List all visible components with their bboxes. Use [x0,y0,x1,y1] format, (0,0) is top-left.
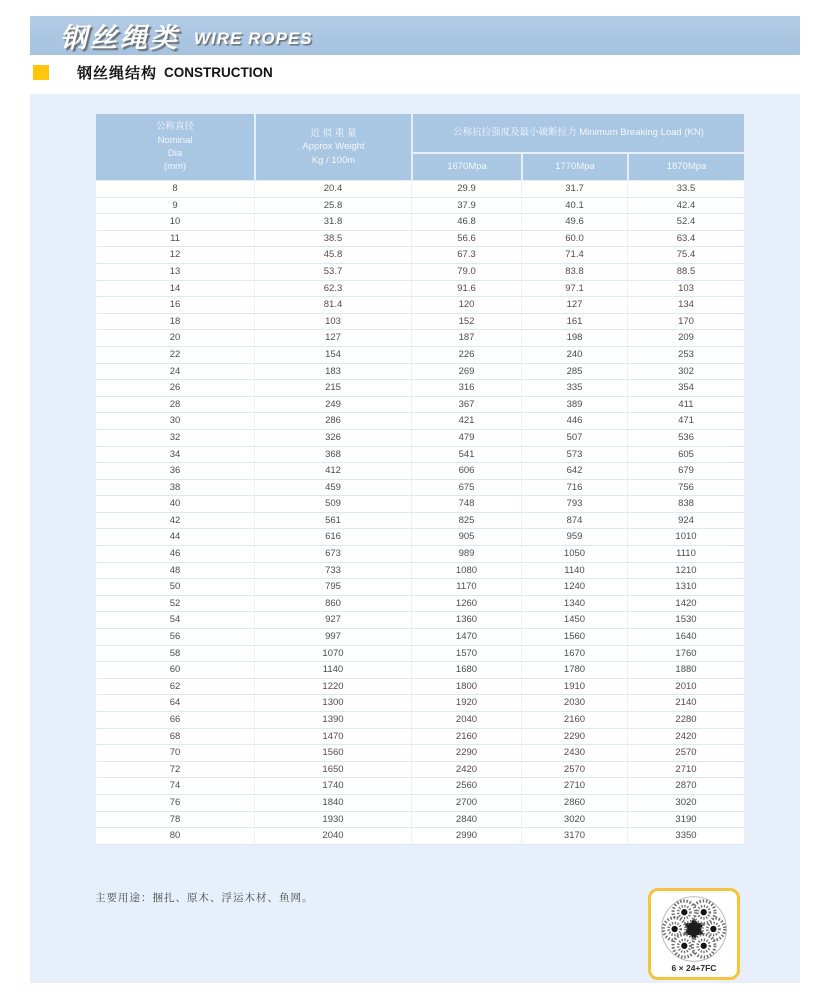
table-cell: 421 [412,413,522,430]
table-row [95,679,745,696]
section-title-en: CONSTRUCTION [164,65,273,80]
table-row [95,264,745,281]
table-cell: 673 [255,546,412,563]
table-cell: 20.4 [255,181,412,198]
table-cell: 795 [255,579,412,596]
table-cell: 12 [95,247,255,264]
table-cell: 1010 [628,529,745,546]
table-cell: 31.7 [522,181,628,198]
table-cell: 53.7 [255,264,412,281]
table-cell: 161 [522,314,628,331]
rope-construction-label: 6 × 24+7FC [671,963,717,973]
table-cell: 2700 [412,795,522,812]
table-cell: 2840 [412,812,522,829]
table-cell: 54 [95,612,255,629]
table-cell: 226 [412,347,522,364]
section-header [33,62,273,83]
table-cell: 62 [95,679,255,696]
table-row [95,579,745,596]
table-cell: 507 [522,430,628,447]
table-cell: 748 [412,496,522,513]
table-row [95,762,745,779]
table-row [95,380,745,397]
table-row [95,364,745,381]
content-panel [30,94,800,983]
table-cell: 22 [95,347,255,364]
table-cell: 1560 [255,745,412,762]
table-cell: 536 [628,430,745,447]
table-cell: 58 [95,646,255,663]
table-row [95,828,745,845]
table-cell: 573 [522,447,628,464]
table-cell: 33.5 [628,181,745,198]
table-cell: 2570 [522,762,628,779]
table-cell: 71.4 [522,247,628,264]
table-cell: 825 [412,513,522,530]
table-cell: 2710 [628,762,745,779]
table-cell: 2860 [522,795,628,812]
table-cell: 616 [255,529,412,546]
col2-line2: Approx Weight [302,141,365,153]
table-cell: 2560 [412,778,522,795]
table-cell: 2140 [628,695,745,712]
table-row [95,812,745,829]
table-cell: 91.6 [412,281,522,298]
table-cell: 34 [95,447,255,464]
table-cell: 1340 [522,596,628,613]
table-cell: 3020 [628,795,745,812]
table-cell: 63.4 [628,231,745,248]
table-row [95,347,745,364]
table-cell: 316 [412,380,522,397]
table-cell: 479 [412,430,522,447]
table-cell: 2290 [412,745,522,762]
table-row [95,596,745,613]
table-cell: 46 [95,546,255,563]
wire-rope-cross-section-diagram [652,893,736,965]
table-cell: 249 [255,397,412,414]
table-cell: 1210 [628,563,745,580]
table-cell: 1670 [522,646,628,663]
col-header-nominal-dia [95,113,255,181]
table-cell: 793 [522,496,628,513]
col-header-approx-weight [255,113,412,181]
table-cell: 79.0 [412,264,522,281]
table-cell: 56.6 [412,231,522,248]
table-cell: 62.3 [255,281,412,298]
table-row [95,712,745,729]
table-cell: 48 [95,563,255,580]
table-cell: 40.1 [522,198,628,215]
table-cell: 3170 [522,828,628,845]
wire-rope-spec-table [95,113,745,845]
table-cell: 76 [95,795,255,812]
table-cell: 3020 [522,812,628,829]
table-cell: 1470 [412,629,522,646]
table-row [95,795,745,812]
table-cell: 1170 [412,579,522,596]
table-cell: 253 [628,347,745,364]
table-cell: 52 [95,596,255,613]
table-row [95,281,745,298]
table-row [95,778,745,795]
table-row [95,546,745,563]
table-cell: 134 [628,297,745,314]
table-cell: 1800 [412,679,522,696]
table-row [95,480,745,497]
table-cell: 412 [255,463,412,480]
col1-line2: Nominal [157,134,193,146]
table-cell: 52.4 [628,214,745,231]
table-cell: 997 [255,629,412,646]
table-row [95,529,745,546]
table-cell: 18 [95,314,255,331]
table-row [95,214,745,231]
table-cell: 675 [412,480,522,497]
table-row [95,297,745,314]
table-cell: 1570 [412,646,522,663]
col1-line1: 公称直径 [155,121,194,133]
table-cell: 11 [95,231,255,248]
table-row [95,563,745,580]
table-cell: 2990 [412,828,522,845]
table-cell: 1760 [628,646,745,663]
table-cell: 605 [628,447,745,464]
table-cell: 28 [95,397,255,414]
table-cell: 471 [628,413,745,430]
table-cell: 446 [522,413,628,430]
table-cell: 97.1 [522,281,628,298]
table-row [95,447,745,464]
table-cell: 2030 [522,695,628,712]
table-cell: 1220 [255,679,412,696]
table-cell: 25.8 [255,198,412,215]
table-cell: 9 [95,198,255,215]
table-cell: 103 [255,314,412,331]
table-cell: 31.8 [255,214,412,231]
table-row [95,629,745,646]
col-header-1670mpa: 1670Mpa [412,153,522,181]
table-cell: 46.8 [412,214,522,231]
table-cell: 302 [628,364,745,381]
table-cell: 3190 [628,812,745,829]
col2-line1: 近 似 重 量 [310,128,357,140]
table-row [95,662,745,679]
col1-line3: Dia [167,148,183,159]
table-cell: 16 [95,297,255,314]
table-cell: 989 [412,546,522,563]
table-cell: 642 [522,463,628,480]
table-cell: 42.4 [628,198,745,215]
page-header-bar [30,16,800,55]
table-cell: 1240 [522,579,628,596]
table-cell: 874 [522,513,628,530]
page-title-cn: 钢丝绳类 [60,23,180,53]
table-cell: 103 [628,281,745,298]
table-cell: 30 [95,413,255,430]
table-cell: 2420 [628,729,745,746]
table-cell: 1110 [628,546,745,563]
table-row [95,729,745,746]
table-cell: 2040 [255,828,412,845]
table-cell: 198 [522,330,628,347]
table-cell: 38.5 [255,231,412,248]
table-cell: 170 [628,314,745,331]
table-cell: 2280 [628,712,745,729]
table-cell: 56 [95,629,255,646]
table-cell: 36 [95,463,255,480]
table-cell: 860 [255,596,412,613]
col-header-1770mpa: 1770Mpa [522,153,628,181]
table-cell: 389 [522,397,628,414]
table-cell: 74 [95,778,255,795]
table-cell: 1300 [255,695,412,712]
table-cell: 1530 [628,612,745,629]
table-cell: 209 [628,330,745,347]
table-cell: 1650 [255,762,412,779]
table-row [95,430,745,447]
table-cell: 1840 [255,795,412,812]
table-cell: 72 [95,762,255,779]
table-row [95,314,745,331]
table-cell: 78 [95,812,255,829]
table-cell: 1050 [522,546,628,563]
table-cell: 38 [95,480,255,497]
table-cell: 1450 [522,612,628,629]
table-cell: 286 [255,413,412,430]
table-cell: 1080 [412,563,522,580]
table-cell: 1930 [255,812,412,829]
table-cell: 2160 [412,729,522,746]
table-row [95,646,745,663]
table-cell: 80 [95,828,255,845]
col1-line4: (mm) [163,161,187,173]
table-cell: 8 [95,181,255,198]
table-cell: 40 [95,496,255,513]
table-cell: 1920 [412,695,522,712]
table-cell: 1140 [522,563,628,580]
table-cell: 67.3 [412,247,522,264]
table-cell: 127 [522,297,628,314]
col2-line3: Kg / 100m [311,154,356,166]
footer-note: 主要用途：捆扎、原木、浮运木材、鱼网。 [95,892,314,904]
table-row [95,612,745,629]
table-cell: 154 [255,347,412,364]
table-cell: 1740 [255,778,412,795]
table-cell: 733 [255,563,412,580]
table-cell: 3350 [628,828,745,845]
table-row [95,513,745,530]
table-cell: 756 [628,480,745,497]
table-cell: 541 [412,447,522,464]
table-cell: 81.4 [255,297,412,314]
table-cell: 2290 [522,729,628,746]
table-row [95,181,745,198]
table-cell: 10 [95,214,255,231]
table-cell: 88.5 [628,264,745,281]
page-title-en: WIRE ROPES [194,28,313,48]
table-cell: 411 [628,397,745,414]
table-cell: 183 [255,364,412,381]
table-cell: 66 [95,712,255,729]
table-cell: 285 [522,364,628,381]
table-cell: 44 [95,529,255,546]
table-cell: 2010 [628,679,745,696]
table-cell: 924 [628,513,745,530]
table-row [95,330,745,347]
table-cell: 70 [95,745,255,762]
table-cell: 368 [255,447,412,464]
table-cell: 2710 [522,778,628,795]
table-cell: 459 [255,480,412,497]
table-cell: 1640 [628,629,745,646]
table-cell: 905 [412,529,522,546]
table-cell: 1560 [522,629,628,646]
table-cell: 1910 [522,679,628,696]
table-cell: 1310 [628,579,745,596]
table-row [95,413,745,430]
table-cell: 1140 [255,662,412,679]
table-row [95,198,745,215]
section-title-cn: 钢丝绳结构 [77,65,158,82]
table-cell: 1880 [628,662,745,679]
table-cell: 2430 [522,745,628,762]
table-cell: 561 [255,513,412,530]
table-cell: 1260 [412,596,522,613]
table-cell: 152 [412,314,522,331]
table-cell: 606 [412,463,522,480]
table-row [95,745,745,762]
table-row [95,463,745,480]
table-header [95,113,745,181]
table-row [95,231,745,248]
table-cell: 68 [95,729,255,746]
table-cell: 49.6 [522,214,628,231]
table-cell: 32 [95,430,255,447]
table-cell: 959 [522,529,628,546]
table-cell: 60 [95,662,255,679]
table-cell: 26 [95,380,255,397]
table-cell: 20 [95,330,255,347]
table-cell: 120 [412,297,522,314]
table-cell: 269 [412,364,522,381]
table-cell: 1420 [628,596,745,613]
table-cell: 335 [522,380,628,397]
table-cell: 42 [95,513,255,530]
table-cell: 354 [628,380,745,397]
table-cell: 679 [628,463,745,480]
table-cell: 240 [522,347,628,364]
table-cell: 1470 [255,729,412,746]
table-row [95,496,745,513]
table-cell: 1390 [255,712,412,729]
table-cell: 29.9 [412,181,522,198]
table-row [95,695,745,712]
table-cell: 2420 [412,762,522,779]
table-cell: 367 [412,397,522,414]
table-cell: 50 [95,579,255,596]
table-row [95,247,745,264]
table-cell: 509 [255,496,412,513]
table-cell: 1360 [412,612,522,629]
section-marker-icon [33,65,49,80]
col-header-1870mpa: 1870Mpa [628,153,745,181]
table-cell: 14 [95,281,255,298]
table-cell: 127 [255,330,412,347]
table-cell: 1070 [255,646,412,663]
table-cell: 927 [255,612,412,629]
table-cell: 2160 [522,712,628,729]
table-cell: 215 [255,380,412,397]
table-cell: 1780 [522,662,628,679]
table-cell: 64 [95,695,255,712]
table-cell: 838 [628,496,745,513]
table-cell: 1680 [412,662,522,679]
table-cell: 187 [412,330,522,347]
table-cell: 326 [255,430,412,447]
table-cell: 716 [522,480,628,497]
table-cell: 75.4 [628,247,745,264]
col-header-breaking-load-group: 公称抗拉强度及最小破断拉力 Minimum Breaking Load (KN) [412,113,745,153]
table-cell: 13 [95,264,255,281]
table-cell: 24 [95,364,255,381]
rope-diagram-box [648,888,740,980]
table-cell: 60.0 [522,231,628,248]
table-cell: 2040 [412,712,522,729]
table-cell: 45.8 [255,247,412,264]
table-cell: 2870 [628,778,745,795]
table-cell: 2570 [628,745,745,762]
table-row [95,397,745,414]
table-cell: 83.8 [522,264,628,281]
table-body [95,181,745,845]
table-cell: 37.9 [412,198,522,215]
